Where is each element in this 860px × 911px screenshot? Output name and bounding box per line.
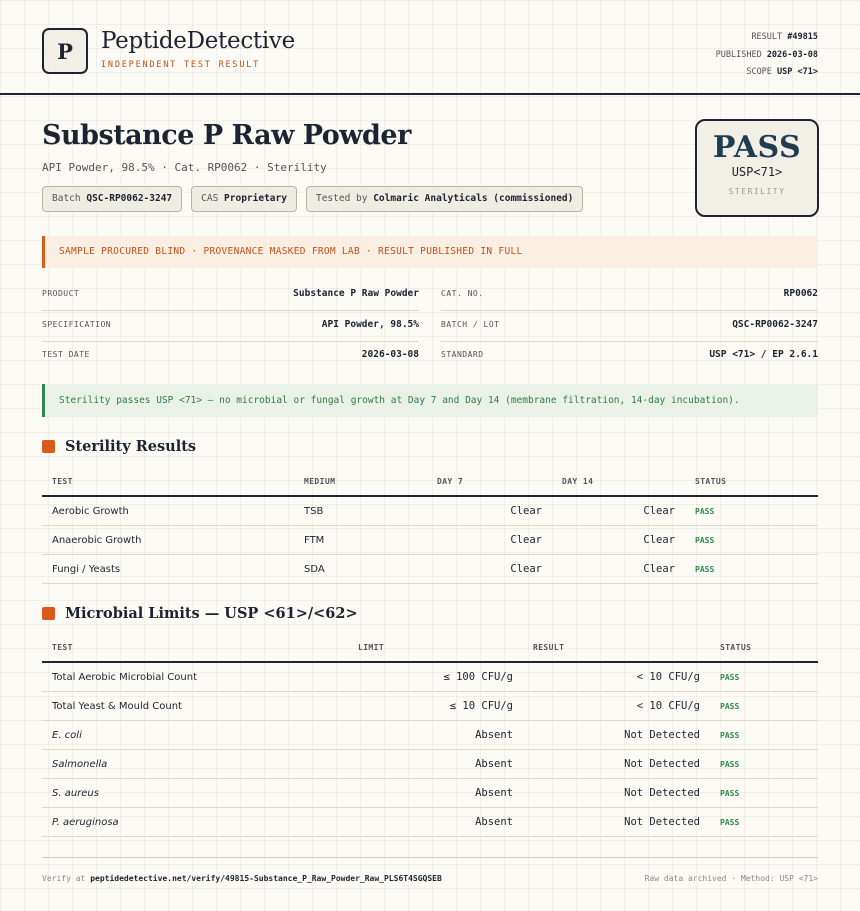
status-cell	[710, 808, 818, 837]
verify-prefix: Verify at	[42, 874, 86, 883]
status-badge: PASS	[720, 788, 740, 798]
limit-cell: Absent	[348, 808, 523, 837]
info-batch-lot	[441, 311, 818, 342]
microbial-table	[42, 633, 818, 837]
result-cell: Not Detected	[523, 750, 710, 779]
table-row	[42, 555, 818, 584]
limit-cell: ≤ 100 CFU/g	[348, 662, 523, 692]
info-key: BATCH / LOT	[441, 320, 500, 329]
status-cell	[710, 779, 818, 808]
result-cell: < 10 CFU/g	[523, 662, 710, 692]
chip-row	[42, 186, 583, 212]
status-badge: PASS	[695, 506, 715, 516]
medium-cell: SDA	[294, 555, 427, 584]
status-cell	[685, 526, 818, 555]
info-standard	[441, 341, 818, 371]
verify-link[interactable]: peptidedetective.net/verify/49815-Substance_P_Raw_Powder_Raw_PLS6T4SGQSEB	[90, 874, 442, 883]
sterility-table	[42, 467, 818, 584]
brand-name: PeptideDetective	[101, 28, 295, 54]
info-key: PRODUCT	[42, 289, 80, 298]
column-header: STATUS	[710, 633, 818, 662]
page-title: Substance P Raw Powder	[42, 120, 411, 151]
table-row	[42, 496, 818, 526]
medium-cell: FTM	[294, 526, 427, 555]
status-cell	[710, 692, 818, 721]
test-cell: S. aureus	[42, 779, 348, 808]
test-cell: Aerobic Growth	[42, 496, 294, 526]
info-cat-no	[441, 280, 818, 311]
section-title: Sterility Results	[65, 438, 197, 455]
meta-published-value: 2026-03-08	[766, 49, 818, 60]
status-badge: PASS	[695, 564, 715, 574]
column-header: STATUS	[685, 467, 818, 496]
section-marker-icon	[42, 607, 55, 620]
cas-chip	[191, 186, 297, 212]
brand-logo: P	[42, 28, 88, 74]
status-cell	[685, 496, 818, 526]
result-meta	[716, 29, 818, 82]
info-test-date	[42, 341, 419, 371]
info-product	[42, 280, 419, 311]
info-value: Substance P Raw Powder	[293, 288, 419, 299]
status-cell	[685, 555, 818, 584]
verdict-stamp	[695, 119, 819, 217]
meta-scope	[716, 64, 818, 82]
table-header-row	[42, 467, 818, 496]
table-row	[42, 692, 818, 721]
status-cell	[710, 721, 818, 750]
info-value: RP0062	[783, 288, 818, 299]
chip-value: Proprietary	[224, 193, 287, 204]
chip-label: CAS	[201, 193, 219, 204]
status-badge: PASS	[720, 672, 740, 682]
column-header: DAY 14	[552, 467, 685, 496]
meta-scope-label: SCOPE	[746, 67, 772, 77]
status-badge: PASS	[720, 701, 740, 711]
section-title: Microbial Limits — USP <61>/<62>	[65, 605, 358, 622]
info-key: STANDARD	[441, 350, 484, 359]
footer-note: Raw data archived · Method: USP <71>	[644, 874, 818, 883]
chip-value: Colmaric Analyticals (commissioned)	[373, 193, 574, 204]
table-row	[42, 808, 818, 837]
column-header: MEDIUM	[294, 467, 427, 496]
table-row	[42, 779, 818, 808]
test-cell: E. coli	[42, 721, 348, 750]
result-cell: Not Detected	[523, 779, 710, 808]
verify-line	[42, 874, 442, 883]
medium-cell: TSB	[294, 496, 427, 526]
info-specification	[42, 311, 419, 342]
day14-cell: Clear	[552, 496, 685, 526]
test-cell: Total Aerobic Microbial Count	[42, 662, 348, 692]
column-header: RESULT	[523, 633, 710, 662]
chip-label: Tested by	[315, 193, 368, 204]
provenance-notice: SAMPLE PROCURED BLIND · PROVENANCE MASKED FROM LAB · RESULT PUBLISHED IN FULL	[42, 236, 818, 268]
meta-result-label: RESULT	[751, 32, 783, 42]
day14-cell: Clear	[552, 555, 685, 584]
day14-cell: Clear	[552, 526, 685, 555]
table-row	[42, 662, 818, 692]
day7-cell: Clear	[427, 526, 552, 555]
meta-result	[716, 29, 818, 47]
meta-published	[716, 47, 818, 65]
meta-published-label: PUBLISHED	[715, 49, 762, 60]
table-row	[42, 526, 818, 555]
status-cell	[710, 750, 818, 779]
microbial-heading	[42, 605, 358, 622]
status-badge: PASS	[720, 817, 740, 827]
status-cell	[710, 662, 818, 692]
tested-by-chip	[306, 186, 583, 212]
test-cell: Total Yeast & Mould Count	[42, 692, 348, 721]
info-key: CAT. NO.	[441, 289, 484, 298]
status-badge: PASS	[720, 759, 740, 769]
page-subtitle: API Powder, 98.5% · Cat. RP0062 · Sterility	[42, 161, 327, 174]
footer-divider	[42, 857, 818, 858]
result-cell: Not Detected	[523, 808, 710, 837]
limit-cell: Absent	[348, 721, 523, 750]
summary-notice: Sterility passes USP <71> — no microbial or fungal growth at Day 7 and Day 14 (membrane filtration, 14-day incubation).	[42, 384, 818, 417]
meta-scope-value: USP <71>	[777, 67, 818, 77]
test-cell: Fungi / Yeasts	[42, 555, 294, 584]
test-cell: P. aeruginosa	[42, 808, 348, 837]
header-divider	[0, 93, 860, 95]
chip-label: Batch	[52, 193, 81, 204]
day7-cell: Clear	[427, 555, 552, 584]
section-marker-icon	[42, 440, 55, 453]
info-value: USP <71> / EP 2.6.1	[709, 349, 818, 360]
test-cell: Anaerobic Growth	[42, 526, 294, 555]
brand-tagline: INDEPENDENT TEST RESULT	[101, 60, 261, 70]
column-header: TEST	[42, 633, 348, 662]
limit-cell: ≤ 10 CFU/g	[348, 692, 523, 721]
info-value: 2026-03-08	[361, 349, 419, 360]
table-header-row	[42, 633, 818, 662]
limit-cell: Absent	[348, 750, 523, 779]
result-cell: Not Detected	[523, 721, 710, 750]
table-row	[42, 750, 818, 779]
result-cell: < 10 CFU/g	[523, 692, 710, 721]
meta-result-value: #49815	[787, 32, 818, 42]
verdict-category: STERILITY	[728, 187, 786, 196]
column-header: LIMIT	[348, 633, 523, 662]
status-badge: PASS	[720, 730, 740, 740]
info-value: API Powder, 98.5%	[321, 319, 419, 330]
verdict-standard: USP<71>	[731, 165, 783, 179]
day7-cell: Clear	[427, 496, 552, 526]
chip-value: QSC-RP0062-3247	[86, 193, 173, 204]
limit-cell: Absent	[348, 779, 523, 808]
sterility-heading	[42, 438, 196, 455]
column-header: TEST	[42, 467, 294, 496]
table-row	[42, 721, 818, 750]
column-header: DAY 7	[427, 467, 552, 496]
status-badge: PASS	[695, 535, 715, 545]
test-cell: Salmonella	[42, 750, 348, 779]
info-key: SPECIFICATION	[42, 320, 112, 329]
batch-chip	[42, 186, 182, 212]
verdict-result: PASS	[712, 130, 802, 165]
info-key: TEST DATE	[42, 350, 90, 359]
info-value: QSC-RP0062-3247	[732, 319, 818, 330]
